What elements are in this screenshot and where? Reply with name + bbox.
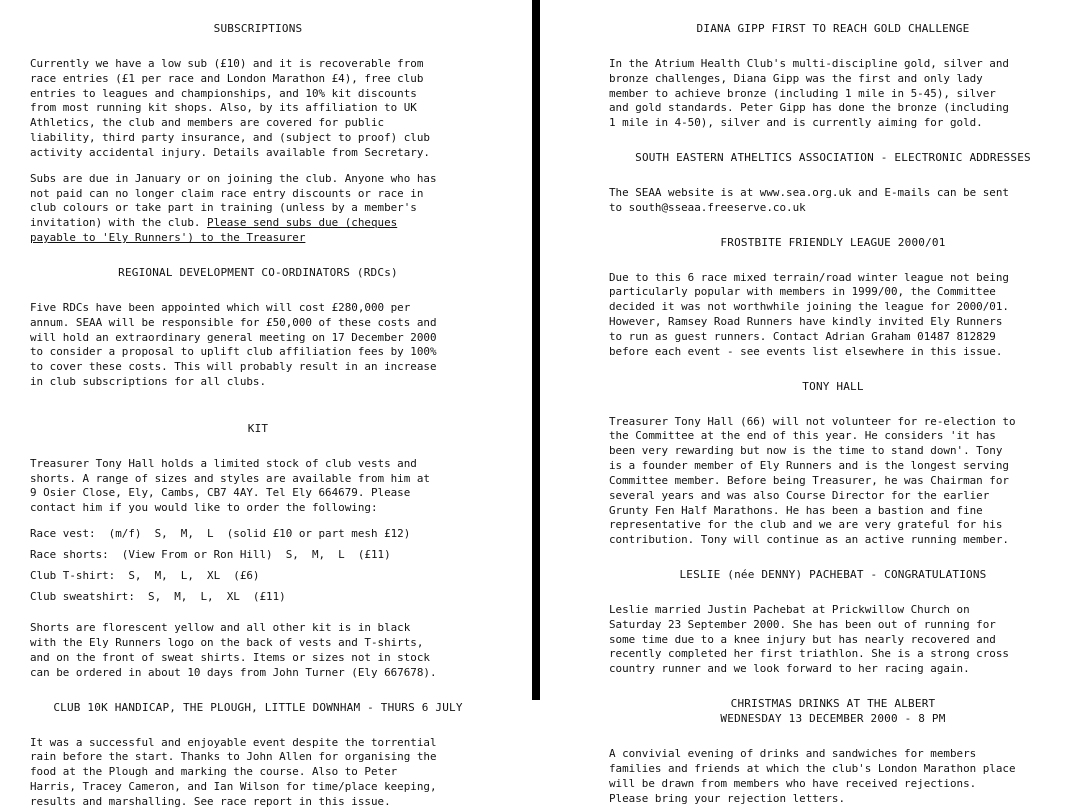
gipp-heading: DIANA GIPP FIRST TO REACH GOLD CHALLENGE — [696, 22, 970, 35]
kit-list — [30, 527, 486, 604]
kit-heading: KIT — [247, 421, 269, 435]
rdc-heading: REGIONAL DEVELOPMENT CO-ORDINATORS (RDCs) — [118, 265, 398, 279]
left-column — [30, 22, 486, 810]
frostbite-section — [609, 236, 1057, 360]
seaa-paragraph: The SEAA website is at www.sea.org.uk and E-mails can be sent to south@sseaa.freeserve.co.uk — [609, 186, 1009, 214]
left-page — [0, 0, 532, 808]
seaa-section — [609, 151, 1057, 216]
handicap-section — [30, 701, 486, 810]
kit-item-club-sweatshirt: Club sweatshirt: S, M, L, XL (£11) — [30, 589, 286, 603]
subscriptions-heading: SUBSCRIPTIONS — [213, 22, 303, 35]
kit-paragraph-2: Shorts are florescent yellow and all other kit is in black with the Ely Runners logo on the back of vests and T-shirts, and on the front of sweat shirts. Items or sizes not in stock can be ordered in about 10 days from John Turner (Ely 667678). — [30, 621, 437, 679]
handicap-paragraph: It was a successful and enjoyable event despite the torrential rain before the start. Thanks to John Allen for organising the food at the Plough and marking the course. Also to Peter Harris, Tracey Cameron, and Ian Wilson for time/place keeping, results and marshalling. See race report in this issue. — [30, 735, 437, 808]
subscriptions-section — [30, 22, 486, 246]
leslie-paragraph: Leslie married Justin Pachebat at Prickwillow Church on Saturday 23 September 2000. She has been out of running for some time due to a knee injury but has nearly recovered and recently completed her first triathlon. She is a strong cross country runner and we look forward to her racing again. — [609, 602, 1009, 676]
subscriptions-paragraph-2 — [30, 172, 486, 246]
gipp-paragraph: In the Atrium Health Club's multi-discipline gold, silver and bronze challenges, Diana Gipp was the first and only lady member to achieve bronze (including 1 mile in 5-45), silver and gold standards. Peter Gipp has done the bronze (including 1 mile in 4-50), silver and is currently aiming for gold. — [609, 56, 1009, 130]
kit-item-race-vest: Race vest: (m/f) S, M, L (solid £10 or part mesh £12) — [30, 527, 411, 541]
tony-hall-paragraph: Treasurer Tony Hall (66) will not volunteer for re-election to the Committee at the end of this year. He considers 'it has been very rewarding but now is the time to stand down'. Tony is a founder member of Ely Runners and is the longest serving Committee member. Before being Treasurer, he was Chairman for several years and was also Course Director for the earlier Grunty Fen Half Marathons. He has been a bastion and fine representative for the club and we are very grateful for his contribution. Tony will continue as an active running member. — [609, 414, 1016, 547]
kit-item-club-tshirt: Club T-shirt: S, M, L, XL (£6) — [30, 568, 260, 582]
page-spine — [532, 0, 540, 700]
leslie-heading: LESLIE (née DENNY) PACHEBAT - CONGRATULATIONS — [679, 568, 987, 582]
christmas-paragraph: A convivial evening of drinks and sandwiches for members families and friends at which the club's London Marathon place will be drawn from members who have received rejections. Please bring your rejection letters. — [609, 747, 1016, 805]
christmas-heading: CHRISTMAS DRINKS AT THE ALBERT WEDNESDAY 13 DECEMBER 2000 - 8 PM — [720, 697, 946, 726]
kit-item-race-shorts: Race shorts: (View From or Ron Hill) S, M, L (£11) — [30, 547, 391, 561]
subscriptions-paragraph-1: Currently we have a low sub (£10) and it is recoverable from race entries (£1 per race and London Marathon £4), free club entries to leagues and championships, and 10% kit discounts from most running kit shops. Also, by its affiliation to UK Athletics, the club and members are covered for public liability, third party insurance, and (subject to proof) club activity accidental injury. Details available from Secretary. — [30, 56, 430, 159]
handicap-heading: CLUB 10K HANDICAP, THE PLOUGH, LITTLE DOWNHAM - THURS 6 JULY — [53, 700, 463, 714]
frostbite-paragraph: Due to this 6 race mixed terrain/road winter league not being particularly popular with members in 1999/00, the Committee decided it was not worthwhile joining the league for 2000/01. However, Ramsey Road Runners have kindly invited Ely Runners to run as guest runners. Contact Adrian Graham 01487 812829 before each event - see events list elsewhere in this issue. — [609, 270, 1009, 358]
subscriptions-payment-note: Please send subs due (cheques payable to 'Ely Runners') to the Treasurer — [30, 216, 398, 245]
rdc-section — [30, 266, 486, 390]
tony-hall-section — [609, 380, 1057, 548]
seaa-heading: SOUTH EASTERN ATHELTICS ASSOCIATION - ELECTRONIC ADDRESSES — [635, 151, 1031, 165]
tony-hall-heading: TONY HALL — [802, 379, 864, 393]
frostbite-heading: FROSTBITE FRIENDLY LEAGUE 2000/01 — [720, 235, 946, 249]
leslie-section — [609, 568, 1057, 677]
christmas-section — [609, 697, 1057, 806]
subscriptions-paragraph-2-text: Subs are due in January or on joining the club. Anyone who has not paid can no longer claim race entry discounts or race in club colours or take part in training (unless by a member's invitation) with the club. — [30, 171, 437, 230]
right-column — [609, 22, 1057, 806]
kit-paragraph-1: Treasurer Tony Hall holds a limited stock of club vests and shorts. A range of sizes and styles are available from him at 9 Osier Close, Ely, Cambs, CB7 4AY. Tel Ely 664679. Please contact him if you would like to order the following: — [30, 456, 430, 515]
gipp-section — [609, 22, 1057, 131]
kit-section — [30, 422, 486, 681]
rdc-paragraph: Five RDCs have been appointed which will cost £280,000 per annum. SEAA will be responsible for £50,000 of these costs and will hold an extraordinary general meeting on 17 December 2000 to consider a proposal to uplift club affiliation fees by 100% to cover these costs. This will probably result in an increase in club subscriptions for all clubs. — [30, 300, 437, 388]
right-page — [540, 0, 1076, 805]
